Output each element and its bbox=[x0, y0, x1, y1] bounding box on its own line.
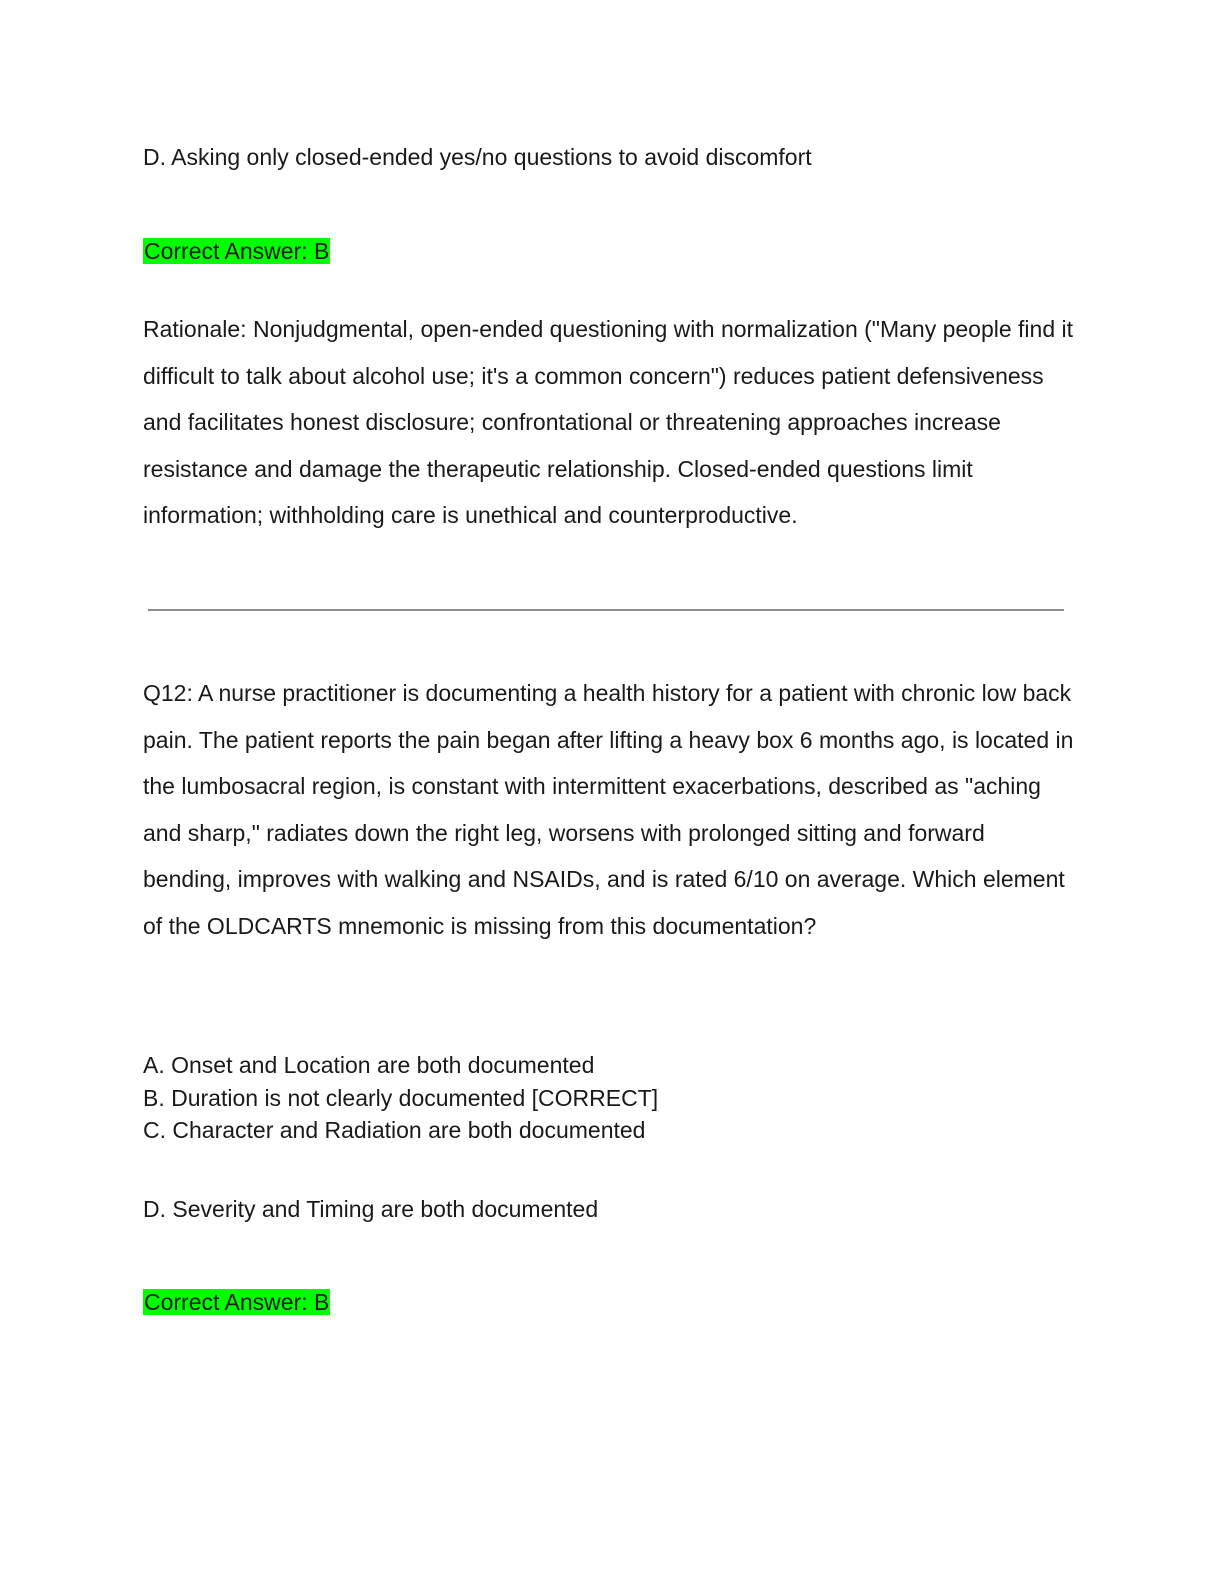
option-b: B. Duration is not clearly documented [CORRECT] bbox=[143, 1085, 659, 1111]
rationale-paragraph: Rationale: Nonjudgmental, open-ended questioning with normalization ("Many people find it difficult to talk about alcohol use; it's a common concern") reduces patient defensiveness and facilitates honest disclosure; confrontational or threatening approaches increase resistance and damage the therapeutic relationship. Closed-ended questions limit information; withholding care is unethical and counterproductive. bbox=[143, 316, 1074, 528]
correct-answer bbox=[143, 1287, 330, 1317]
option-a: A. Onset and Location are both documented bbox=[143, 1052, 595, 1078]
prev-correct-answer bbox=[143, 236, 330, 266]
correct-answer-highlight: Correct Answer: B bbox=[144, 238, 330, 264]
option-c: C. Character and Radiation are both documented bbox=[143, 1117, 646, 1143]
option-d: D. Severity and Timing are both documented bbox=[143, 1196, 599, 1222]
section-divider bbox=[148, 609, 1064, 611]
prev-option-d: D. Asking only closed-ended yes/no questions to avoid discomfort bbox=[143, 144, 812, 170]
question-text: Q12: A nurse practitioner is documenting a health history for a patient with chronic low back pain. The patient reports the pain began after lifting a heavy box 6 months ago, is located in the lumbosacral region, is constant with intermittent exacerbations, described as "aching and sharp," radiates down the right leg, worsens with prolonged sitting and forward bending, improves with walking and NSAIDs, and is rated 6/10 on average. Which element of the OLDCARTS mnemonic is missing from this documentation? bbox=[143, 680, 1074, 939]
correct-answer-highlight: Correct Answer: B bbox=[144, 1289, 330, 1315]
